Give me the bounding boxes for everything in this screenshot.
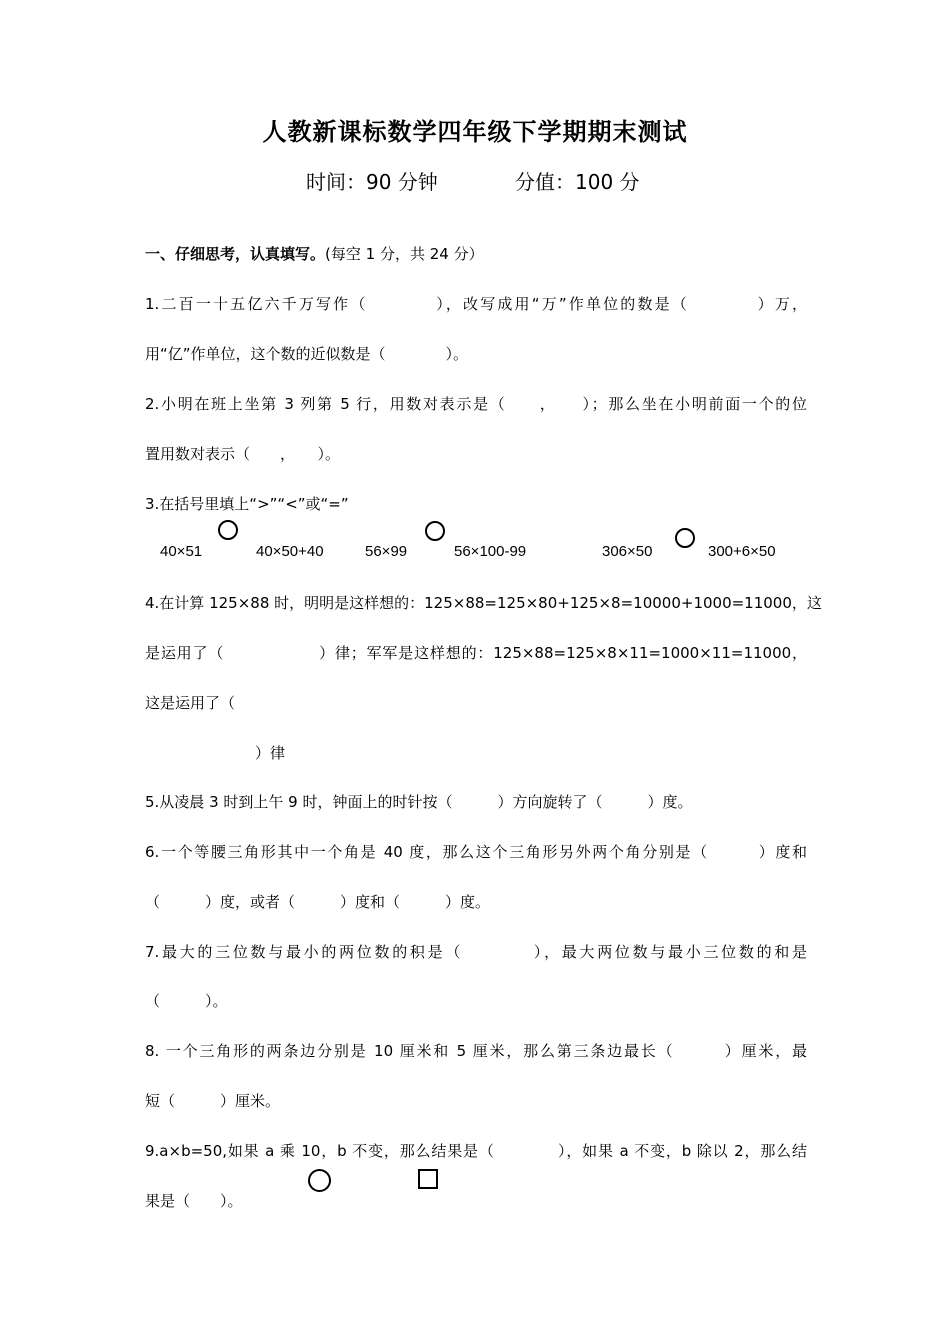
- exam-score: 分值：100 分: [515, 170, 640, 194]
- compare-left-1: 40×51: [160, 543, 203, 560]
- compare-circle-3[interactable]: [675, 528, 695, 548]
- exam-time: 时间：90 分钟: [306, 170, 438, 194]
- question-1-line-2: 用“亿”作单位，这个数的近似数是（ ）。: [145, 345, 469, 363]
- section-1-heading: 一、仔细思考，认真填写。: [145, 245, 326, 263]
- question-9-line-2: 果是（ ）。: [145, 1192, 243, 1210]
- question-7-line-2: （ ）。: [145, 992, 228, 1010]
- question-6-line-1: 6.一个等腰三角形其中一个角是 40 度，那么这个三角形另外两个角分别是（ ）度和: [145, 843, 807, 861]
- exam-title: 人教新课标数学四年级下学期期末测试: [262, 118, 688, 146]
- section-1-heading-line: [145, 244, 807, 264]
- compare-right-3: 300+6×50: [708, 543, 776, 560]
- question-4-line-3: 这是运用了（: [145, 694, 236, 712]
- question-4-line-2: 是运用了（ ）律；军军是这样想的：125×88=125×8×11=1000×11=11000，: [145, 644, 807, 662]
- compare-circle-1[interactable]: [218, 520, 238, 540]
- compare-right-1: 40×50+40: [256, 543, 324, 560]
- question-6-line-2: （ ）度，或者（ ）度和（ ）度。: [145, 893, 491, 911]
- question-8-line-2: 短（ ）厘米。: [145, 1092, 281, 1110]
- compare-right-2: 56×100-99: [454, 543, 527, 560]
- question-5-line: 5.从凌晨 3 时到上午 9 时，钟面上的时针按（ ）方向旋转了（ ）度。: [145, 793, 693, 811]
- question-9-line-1: 9.a×b=50,如果 a 乘 10，b 不变，那么结果是（ ），如果 a 不变，b 除以 2，那么结: [145, 1142, 807, 1160]
- section-1-note: (每空 1 分，共 24 分）: [325, 245, 484, 263]
- question-2-line-2: 置用数对表示（ ， ）。: [145, 445, 341, 463]
- compare-circle-2[interactable]: [425, 521, 445, 541]
- question-7-line-1: 7.最大的三位数与最小的两位数的积是（ ），最大两位数与最小三位数的和是: [145, 943, 807, 961]
- question-3-line: 3.在括号里填上“>”“<”或“=”: [145, 495, 349, 513]
- square-shape: [418, 1169, 438, 1189]
- question-4-line-1: 4.在计算 125×88 时，明明是这样想的：125×88=125×80+125×8=10000+1000=11000，这: [145, 594, 822, 612]
- question-4-line-4: ）律: [255, 744, 286, 762]
- compare-left-3: 306×50: [602, 543, 653, 560]
- compare-left-2: 56×99: [365, 543, 408, 560]
- question-1-line-1: 1.二百一十五亿六千万写作（ ），改写成用“万”作单位的数是（ ）万，: [145, 295, 807, 313]
- question-2-line-1: 2.小明在班上坐第 3 列第 5 行，用数对表示是（ ， ）；那么坐在小明前面一个的位: [145, 395, 807, 413]
- question-8-line-1: 8. 一个三角形的两条边分别是 10 厘米和 5 厘米，那么第三条边最长（ ）厘米，最: [145, 1042, 807, 1060]
- circle-shape: [308, 1169, 331, 1192]
